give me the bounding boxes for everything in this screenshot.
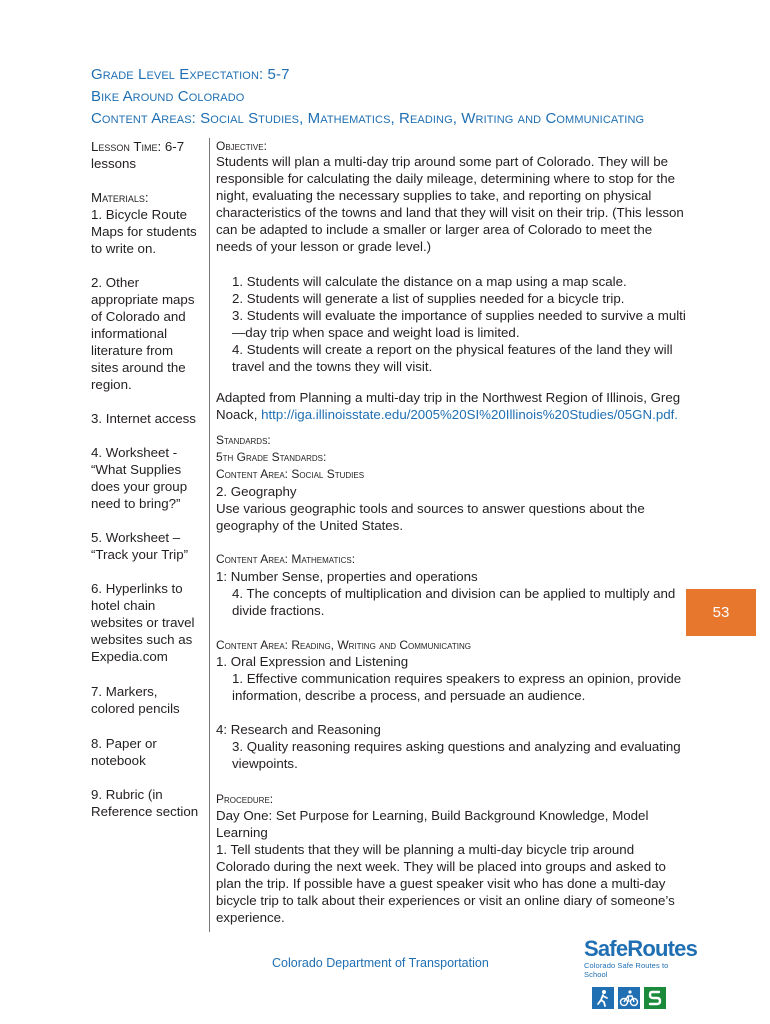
communication-item: 1. Effective communication requires speakers to express an opinion, provide information, describe a process, and persuade an audience. [232,671,682,703]
reading-label: Content Area: Reading, Writing and Communicating [216,638,471,652]
material-item: 4. Worksheet - “What Supplies does your group need to bring?” [91,445,188,511]
materials-label: Materials: [91,190,149,205]
lesson-time-label: Lesson Time: [91,139,162,154]
logo-title: SafeRoutes [584,936,698,961]
objective-item: 4. Students will create a report on the physical features of the land they will travel and the towns they will visit. [232,342,673,374]
column-divider [209,138,210,932]
reasoning-item: 3. Quality reasoning requires asking questions and analyzing and evaluating viewpoints. [232,739,681,771]
objective-item: 2. Students will generate a list of supplies needed for a bicycle trip. [232,291,625,306]
saferoutes-logo [584,936,698,1009]
source-link[interactable]: http://iga.illinoisstate.edu/2005%20SI%20Illinois%20Studies/05GN.pdf. [261,407,678,422]
standards-label: Standards: [216,433,271,447]
geography-text: Use various geographic tools and sources to answer questions about the geography of the United States. [216,501,645,533]
logo-tagline: Colorado Safe Routes to School [584,961,669,979]
material-item: 1. Bicycle Route Maps for students to write on. [91,207,197,256]
objective-text: Students will plan a multi-day trip around some part of Colorado. They will be responsible for calculating the daily mileage, determining where to stop for the night, evaluating the necessary supplies to take, and reporting on physical characteristics of the towns and land that they will visit on their trip. (This lesson can be adapted to include a smaller or larger area of Colorado to meet the needs of your lesson or grade level.) [216,154,684,254]
content-areas-heading: Content Areas: Social Studies, Mathematics, Reading, Writing and Communicating [91,110,645,127]
material-item: 9. Rubric (in Reference section [91,787,199,819]
lesson-time-value: 6-7 lessons [91,139,185,171]
page-number: 53 [686,589,756,636]
fractions-item: 4. The concepts of multiplication and division can be applied to multiply and divide fractions. [232,586,676,618]
route-s-icon [644,987,666,1009]
research-item: 4: Research and Reasoning [216,722,381,737]
material-item: 2. Other appropriate maps of Colorado and informational literature from sites around the region. [91,275,195,392]
social-studies-label: Content Area: Social Studies [216,467,365,481]
grade-level-heading: Grade Level Expectation: 5-7 [91,66,290,83]
mathematics-label: Content Area: Mathematics: [216,552,356,566]
material-item: 3. Internet access [91,411,196,426]
material-item: 5. Worksheet – “Track your Trip” [91,530,189,562]
oral-expression-item: 1. Oral Expression and Listening [216,654,409,669]
number-sense-item: 1: Number Sense, properties and operations [216,569,478,584]
objective-item: 3. Students will evaluate the importance of supplies needed to survive a multi—day trip when space and weight load is limited. [232,308,686,340]
objective-label: Objective: [216,139,267,153]
material-item: 6. Hyperlinks to hotel chain websites or travel websites such as Expedia.com [91,581,195,664]
grade-standards-label: 5th Grade Standards: [216,450,327,464]
walking-icon [592,987,614,1009]
lesson-title: Bike Around Colorado [91,88,245,105]
procedure-day: Day One: Set Purpose for Learning, Build Background Knowledge, Model Learning [216,808,649,840]
material-item: 7. Markers, colored pencils [91,684,180,716]
geography-item: 2. Geography [216,484,297,499]
footer-text: Colorado Department of Transportation [272,956,489,970]
material-item: 8. Paper or notebook [91,736,157,768]
objective-item: 1. Students will calculate the distance on a map using a map scale. [232,274,627,289]
adapted-text: Adapted from Planning a multi-day trip in the Northwest Region of Illinois, Greg Noack, [216,390,681,422]
logo-icon-row [592,987,680,1009]
lesson-time [91,138,203,172]
procedure-label: Procedure: [216,792,274,806]
page-header [91,64,644,130]
procedure-step: 1. Tell students that they will be planning a multi-day bicycle trip around Colorado during the next week. They will be placed into groups and asked to plan the trip. If possible have a guest speaker visit who has done a multi-day bicycle trip to talk about their experiences or visit an online diary of someone’s experience. [216,842,675,925]
bicycle-icon [618,987,640,1009]
adapted-from [216,389,686,423]
